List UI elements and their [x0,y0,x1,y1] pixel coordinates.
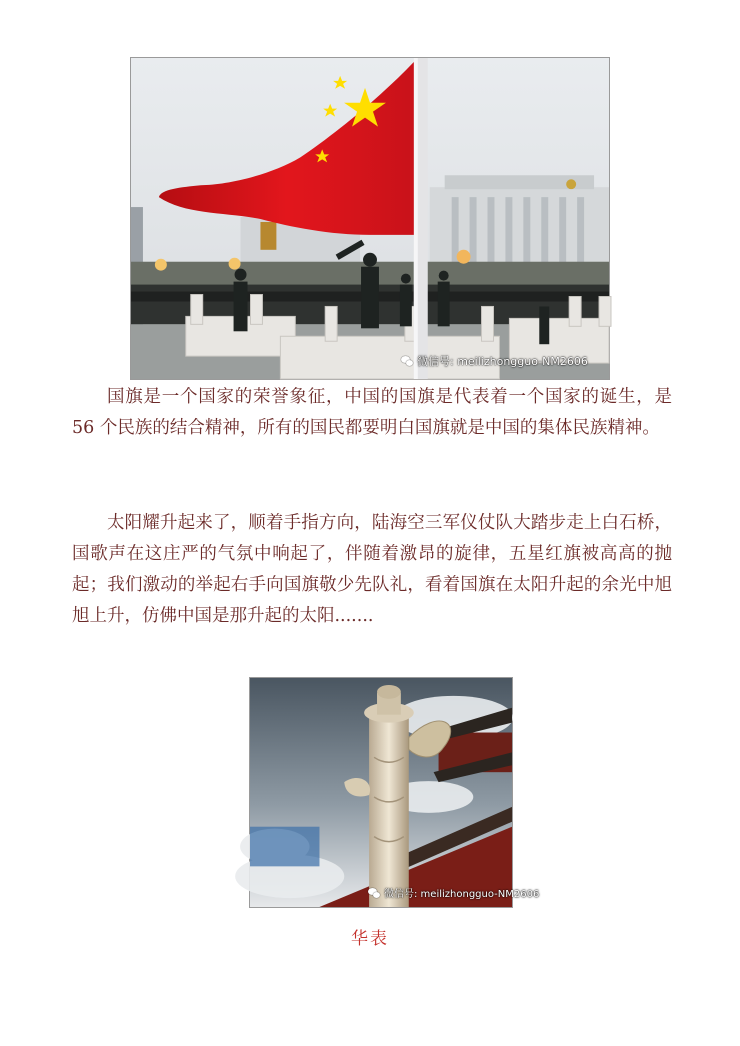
paragraph-ceremony-description: 太阳耀升起来了，顺着手指方向，陆海空三军仪仗队大踏步走上白石桥，国歌声在这庄严的气氛中响起了，伴随着激昂的旋律，五星红旗被高高的抛起；我们激动的举起右手向国旗敬少先队礼，看着国旗在太阳升起的余光中旭旭上升，仿佛中国是那升起的太阳....... [72,513,672,626]
huabiao-illustration [250,678,512,907]
wechat-icon [401,356,414,366]
flag-raising-photo [130,57,610,380]
photo-caption: 华表 [351,929,389,949]
photo-watermark [368,885,539,900]
photo-watermark [401,353,588,369]
flag-raising-illustration [131,58,609,379]
great-hall-building [430,175,609,276]
watermark-text: 微信号: meilizhongguo-NM2606 [384,889,540,900]
paragraph-flag-meaning: 国旗是一个国家的荣誉象征，中国的国旗是代表着一个国家的诞生，是 56 个民族的结合精神，所有的国民都要明白国旗就是中国的集体民族精神。 [72,387,672,438]
wechat-icon [368,888,381,898]
watermark-text: 微信号: meilizhongguo-NM2606 [417,355,588,368]
huabiao-photo [249,677,540,908]
